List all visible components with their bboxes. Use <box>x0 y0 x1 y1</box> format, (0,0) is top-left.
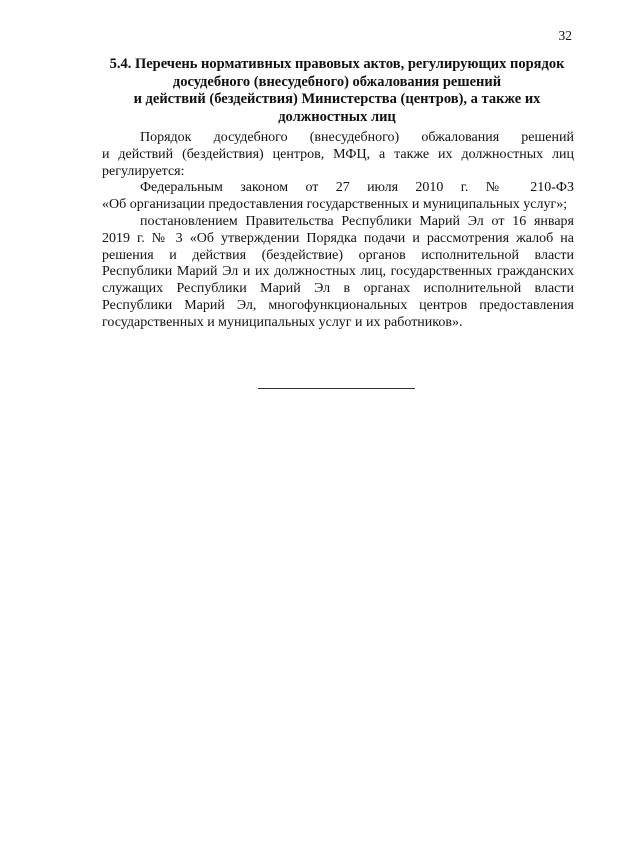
text-line: Федеральным законом от 27 июля 2010 г. № 210-ФЗ <box>140 180 574 196</box>
body-text <box>102 130 574 332</box>
text-line: и действий (бездействия) центров, МФЦ, а также их должностных лиц <box>102 146 574 162</box>
paragraph-federal-law <box>102 180 574 214</box>
end-divider <box>258 388 415 389</box>
text-line: регулируется: <box>102 163 185 179</box>
paragraph-government-decree <box>102 214 574 332</box>
heading-line: должностных лиц <box>278 108 396 125</box>
heading-line: и действий (бездействия) Министерства (центров), а также их <box>133 91 541 107</box>
text-line: Республики Марий Эл и их должностных лиц, государственных гражданских <box>102 264 574 280</box>
text-line: «Об организации предоставления государственных и муниципальных услуг»; <box>102 197 568 213</box>
page-number: 32 <box>558 28 572 43</box>
heading-line: досудебного (внесудебного) обжалования решений <box>172 73 502 90</box>
section-heading <box>102 56 572 126</box>
heading-line: 5.4. Перечень нормативных правовых актов, регулирующих порядок <box>109 56 565 72</box>
text-line: решения и действия (бездействие) органов исполнительной власти <box>102 247 574 263</box>
text-line: Порядок досудебного (внесудебного) обжалования решений <box>140 130 574 145</box>
text-line: Республики Марий Эл, многофункциональных центров предоставления <box>102 297 574 313</box>
text-line: 2019 г. № 3 «Об утверждении Порядка подачи и рассмотрения жалоб на <box>102 230 574 246</box>
text-line: служащих Республики Марий Эл в органах исполнительной власти <box>102 281 574 297</box>
text-line: постановлением Правительства Республики Марий Эл от 16 января <box>140 213 574 229</box>
paragraph-regulation-intro <box>102 130 574 180</box>
text-line: государственных и муниципальных услуг и их работников». <box>102 314 463 330</box>
